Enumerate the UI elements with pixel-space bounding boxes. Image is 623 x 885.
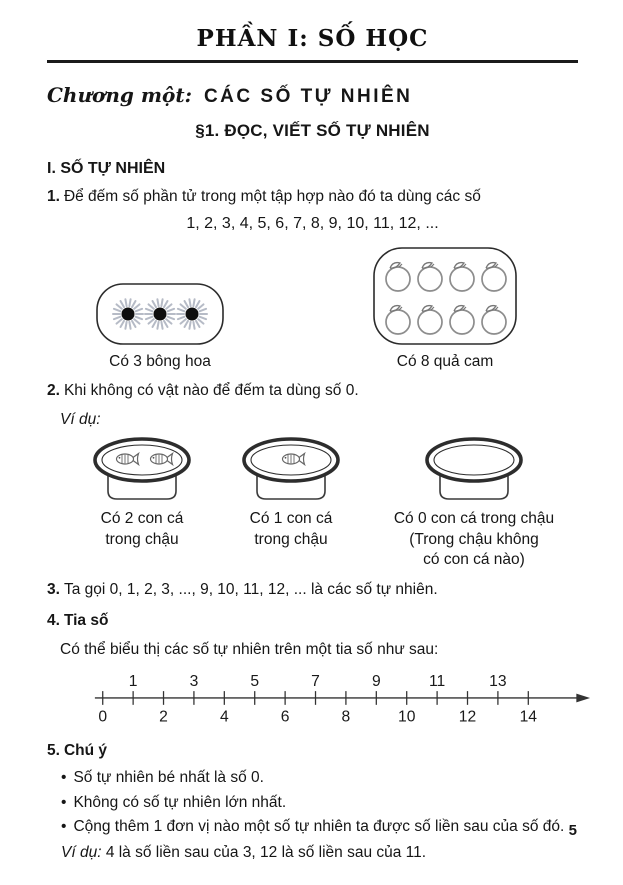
item-3-number: 3. (47, 580, 60, 598)
chapter-heading (47, 83, 578, 108)
oranges-drawing (372, 246, 518, 346)
item-5-heading (47, 739, 578, 763)
svg-text:5: 5 (250, 672, 260, 690)
svg-text:10: 10 (397, 708, 416, 726)
item-3-text: Ta gọi 0, 1, 2, 3, ..., 9, 10, 11, 12, ... là các số tự nhiên. (63, 580, 438, 598)
flowers-caption: Có 3 bông hoa (109, 352, 211, 370)
note-item: • Cộng thêm 1 đơn vị nào một số tự nhiên ta được số liền sau của số đó. (61, 815, 578, 840)
note-item: • Số tự nhiên bé nhất là số 0. (61, 766, 578, 791)
example-text-2: 4 là số liền sau của 3, 12 là số liền sau của 11. (105, 844, 427, 862)
svg-text:11: 11 (428, 672, 446, 690)
item-2-number: 2. (47, 382, 60, 400)
fish-bowl-drawing-0 (408, 433, 540, 505)
bullet-icon: • (61, 768, 67, 786)
oranges-caption: Có 8 quả cam (396, 352, 494, 370)
item-1-text: Để đếm số phần tử trong một tập hợp nào đó ta dùng các số (63, 188, 481, 205)
item-3 (47, 578, 578, 602)
svg-text:8: 8 (341, 708, 351, 726)
fish-bowl-figure-0 (370, 433, 578, 570)
svg-text:4: 4 (219, 708, 229, 726)
flower-box-figure (95, 282, 225, 372)
chapter-title: CÁC SỐ TỰ NHIÊN (203, 86, 413, 107)
bullet-icon: • (61, 818, 67, 836)
svg-text:6: 6 (280, 708, 290, 726)
item-4-label: Tia số (63, 611, 109, 629)
svg-text:12: 12 (458, 708, 477, 726)
svg-text:3: 3 (189, 672, 199, 690)
svg-text:7: 7 (311, 672, 320, 690)
counting-figures-row (47, 246, 578, 372)
notes-list (47, 766, 578, 840)
orange-box-figure (372, 246, 518, 372)
bowl-caption-1: Có 1 con cá trong chậu (249, 510, 333, 548)
heading-so-tu-nhien: I. SỐ TỰ NHIÊN (47, 160, 166, 177)
item-1-number: 1. (47, 188, 60, 205)
part-title: PHẦN I: SỐ HỌC (196, 25, 429, 52)
svg-text:13: 13 (489, 672, 507, 690)
section-title: §1. ĐỌC, VIẾT SỐ TỰ NHIÊN (195, 121, 430, 140)
item-5-number: 5. (47, 741, 60, 759)
bowl-caption-2: Có 2 con cá trong chậu (100, 510, 184, 548)
item-4-text: Có thể biểu thị các số tự nhiên trên một tia số như sau: (60, 640, 439, 658)
fish-bowl-figure-1 (221, 433, 361, 550)
svg-text:2: 2 (159, 708, 168, 726)
bullet-icon: • (61, 793, 67, 811)
item-4-number: 4. (47, 611, 60, 629)
note-item: • Không có số tự nhiên lớn nhất. (61, 791, 578, 816)
number-line-drawing (89, 667, 594, 727)
item-2 (47, 379, 578, 403)
number-sequence: 1, 2, 3, 4, 5, 6, 7, 8, 9, 10, 11, 12, ... (186, 215, 439, 233)
item-5-label: Chú ý (63, 741, 107, 759)
title-rule (47, 60, 578, 63)
item-2-text: Khi không có vật nào để đếm ta dùng số 0. (63, 382, 359, 400)
fish-bowl-figure-2 (72, 433, 212, 550)
example-label-1: Ví dụ: (60, 411, 101, 429)
number-line-figure (89, 667, 578, 732)
fish-bowl-drawing-2 (76, 433, 208, 505)
flowers-drawing (95, 282, 225, 346)
svg-text:1: 1 (128, 672, 138, 690)
fish-bowls-row (47, 433, 578, 570)
svg-text:14: 14 (519, 708, 538, 726)
example-line-2 (47, 841, 578, 865)
fish-bowl-drawing-1 (225, 433, 357, 505)
item-4-heading (47, 609, 578, 633)
item-1 (47, 185, 578, 209)
example-label-2: Ví dụ: (61, 844, 102, 862)
chapter-label: Chương một: (47, 83, 192, 107)
page-number: 5 (568, 822, 577, 839)
svg-text:0: 0 (98, 708, 108, 726)
bowl-caption-0: Có 0 con cá trong chậu (Trong chậu không có con cá nào) (393, 510, 555, 569)
svg-text:9: 9 (371, 672, 381, 690)
